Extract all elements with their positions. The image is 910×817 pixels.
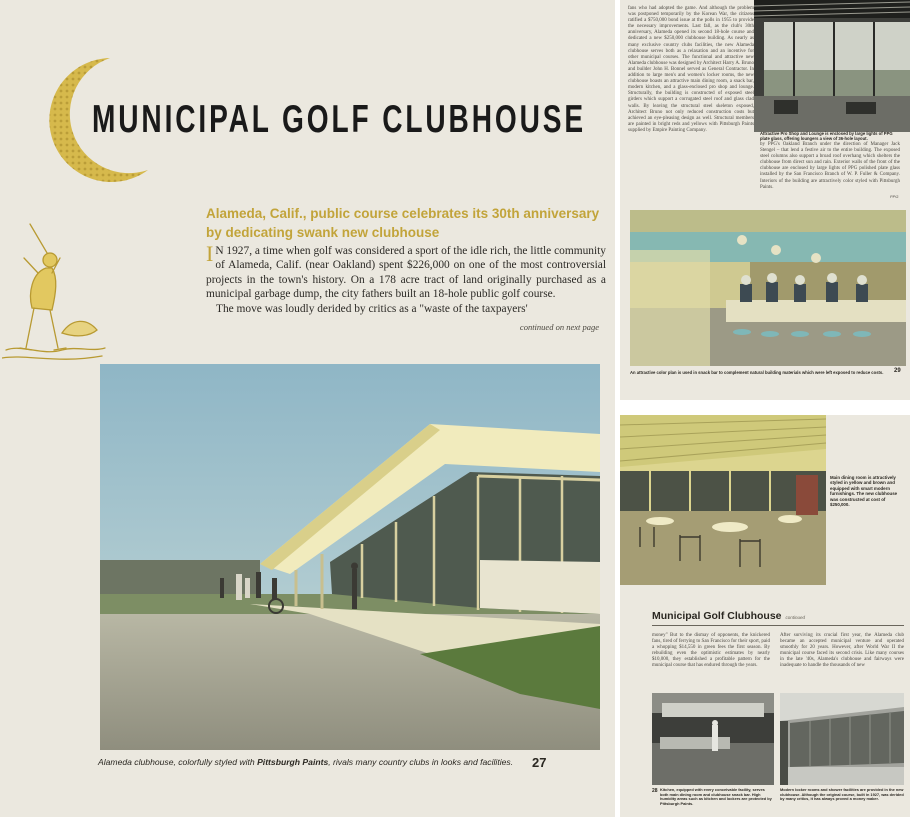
page-number-29: 29 bbox=[894, 368, 901, 374]
pro-shop-lounge-photo bbox=[754, 0, 910, 132]
locker-room-caption: Modern locker rooms and shower facilities are provided in the new clubhouse. Although the original course, built in 1927, was derided by many critics, it has always proved a money maker. bbox=[780, 787, 904, 802]
caption-prefix: Alameda clubhouse, colorfully styled with bbox=[98, 757, 258, 767]
main-photo-caption bbox=[98, 757, 528, 767]
golfer-illustration-icon bbox=[2, 218, 107, 368]
locker-room-photo bbox=[780, 693, 904, 785]
page-number-27: 27 bbox=[532, 755, 547, 770]
page-number-28: 28 bbox=[652, 788, 658, 794]
kitchen-photo bbox=[652, 693, 774, 785]
caption-brand: Pittsburgh Paints bbox=[257, 757, 329, 767]
dining-room-caption: Main dining room is attractively styled in yellow and brown and equipped with smart modern furnishings. The new clubhouse was constructed at cost of $250,000. bbox=[830, 475, 898, 508]
kitchen-caption: Kitchen, equipped with every conceivable facility, serves both main dining room and clubhouse snack bar. High humidity areas such as kitchen and lockers are protected by Pittsburgh Paints. bbox=[660, 787, 772, 807]
continued-note: continued on next page bbox=[519, 322, 599, 332]
page-29 bbox=[620, 0, 910, 400]
photo-credit: PPG bbox=[890, 194, 899, 199]
article-subtitle: Alameda, Calif., public course celebrates its 30th anniversary by dedicating swank new clubhouse bbox=[206, 206, 600, 240]
intro-text bbox=[206, 241, 606, 316]
page28-column-2: After surviving its crucial first year, the Alameda club became an accepted municipal venture and operated smoothly for 20 years. However, after World War II the municipal course faced its second crisis. Like many courses in the late '40s, Alameda's clubhouse and fairways were inadequate to handle the thousands of new bbox=[780, 633, 904, 669]
page-28 bbox=[620, 415, 910, 817]
continued-title-text: Municipal Golf Clubhouse bbox=[652, 610, 782, 622]
article-title: MUNICIPAL GOLF CLUBHOUSE bbox=[92, 98, 586, 141]
continued-article-title bbox=[652, 610, 805, 622]
snack-bar-caption: An attractive color plan is used in snack bar to complement natural building materials which were left exposed to reduce costs. bbox=[630, 370, 884, 375]
snack-bar-photo bbox=[630, 210, 906, 366]
pro-shop-caption: Attractive Pro Shop and Lounge is enclosed by large lights of PPG plate glass, offering loungers a view of 36-hole layout. bbox=[760, 131, 893, 141]
intro-paragraph-1: N 1927, a time when golf was considered a sport of the idle rich, the little community of Alameda, Calif. (near Oakland) spent $226,000 on one of the most controversial projects in the town's history. On a 178 acre tract of land originally purchased as a municipal garbage dump, the city fathers built an 18-hole public golf course. bbox=[206, 245, 606, 301]
intro-paragraph-2: The move was loudly derided by critics as a "waste of the taxpayers' bbox=[216, 302, 528, 315]
title-rule bbox=[652, 625, 904, 626]
drop-cap: I bbox=[206, 241, 214, 266]
page29-column-1: fans who had adopted the game. And although the problem was postponed temporarily by the Korean War, the citizens ratified a $750,000 bond issue at the polls in 1955 to provide the necessary improvements. Last fall, as the club's 30th anniversary, Alameda opened its second 18-hole course and dedicated a new $250,000 clubhouse building. As nearly as many exclusive country clubs facilities, the new Alameda clubhouse serves both as a relaxation and an incentive for other municipal courses. The functional and attractive new Alameda clubhouse was designed by Architect Harry A. Bruno and builder John H. Bonnel served as General Contractor. In addition to large men's and women's locker rooms, the new clubhouse boasts an attractive main dining room, a snack bar, modern kitchen, and a glass-enclosed pro shop and lounge. Structurally, the building is constructed of exposed steel girders which support a corrugated steel roof and glass clad walls. By leaving the structural steel skeleton exposed, Architect Bruno not only reduced construction costs but achieved an eye-pleasing design as well. Structural members are painted in bright reds and yellows with Pittsburgh Paints supplied by Empire Painting Company. bbox=[628, 6, 754, 133]
main-dining-room-photo bbox=[620, 415, 826, 585]
continued-label: continued bbox=[785, 615, 806, 620]
page28-column-1: money" But to the dismay of opponents, the knickered fans, tired of ferrying to San Francisco for their sport, paid a whopping $14,550 in green fees the first season. By rebuilding even the optimistic estimates by nearly $10,000, they established a profitable pattern for the municipal course that has endured through the years. bbox=[652, 633, 770, 669]
caption-suffix: , rivals many country clubs in looks and facilities. bbox=[328, 757, 514, 767]
clubhouse-exterior-photo bbox=[100, 364, 600, 750]
page29-column-2: by PPG's Oakland Branch under the direction of Manager Jack Stengel – that lend a festive air to the entire building. The exposed steel columns also support a broad roof overhang which shelters the clubhouse from direct sun and rain. Exterior walls of the front of the clubhouse are enclosed by large lights of PPG polished plate glass installed by the San Francisco Branch of W. P. Fuller & Company. Interiors of the building are attractively color styled with Pittsburgh Paints. bbox=[760, 142, 900, 190]
